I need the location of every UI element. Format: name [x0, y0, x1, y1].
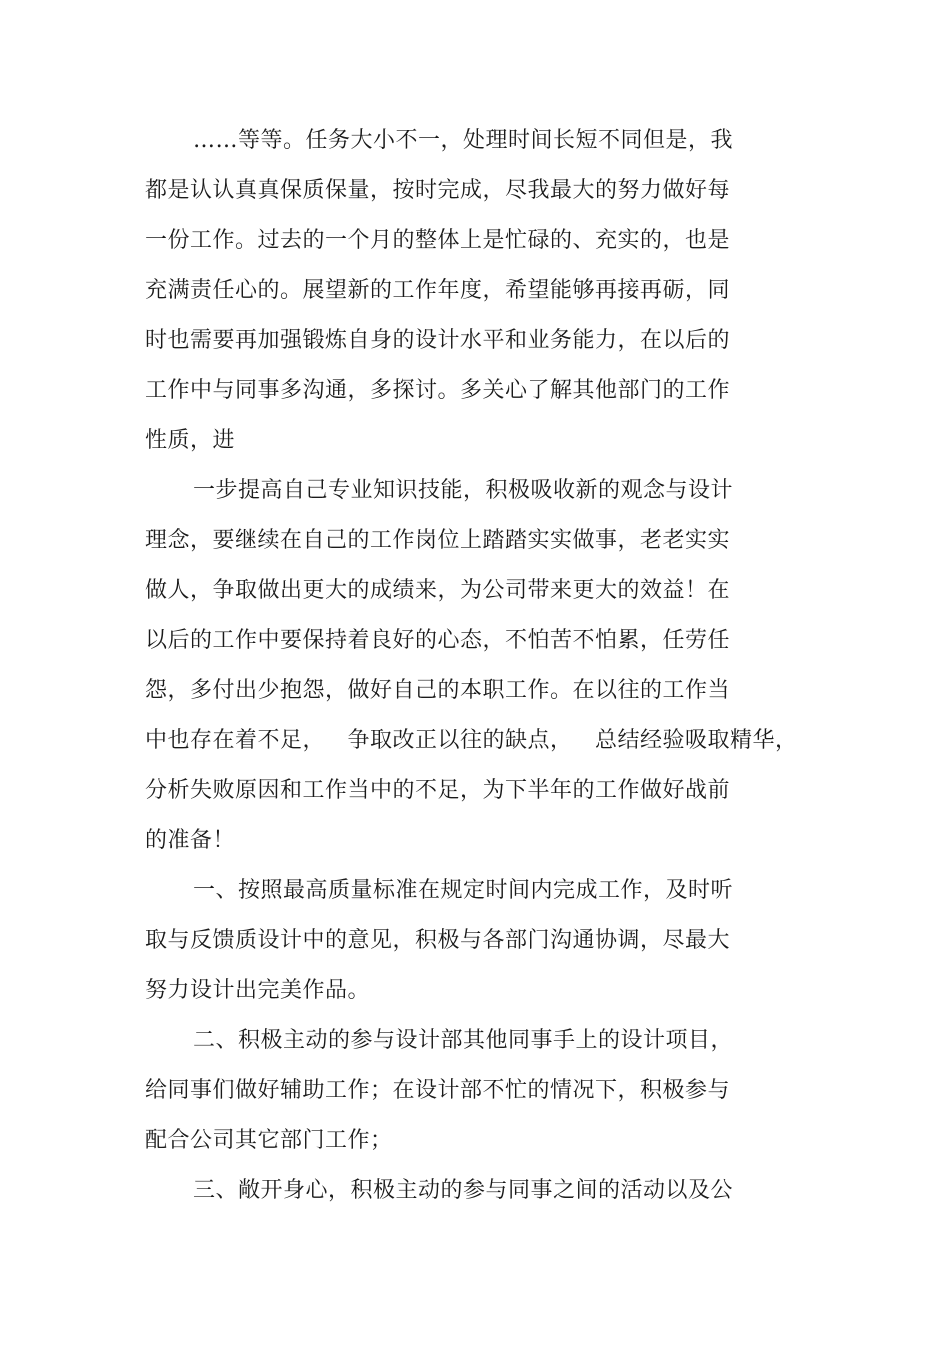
text-line: 以后的工作中要保持着良好的心态，不怕苦不怕累，任劳任 [145, 628, 731, 653]
text-line: 时也需要再加强锻炼自身的设计水平和业务能力，在以后的 [145, 328, 731, 353]
text-line: 充满责任心的。展望新的工作年度，希望能够再接再砺，同 [145, 278, 731, 303]
text-line: 一份工作。过去的一个月的整体上是忙碌的、充实的，也是 [145, 228, 731, 253]
text-line: 给同事们做好辅助工作；在设计部不忙的情况下，积极参与 [145, 1078, 731, 1103]
text-line: 一、按照最高质量标准在规定时间内完成工作，及时听 [193, 878, 734, 903]
text-line: 都是认认真真保质保量，按时完成，尽我最大的努力做好每 [145, 178, 731, 203]
text-line: 三、敞开身心，积极主动的参与同事之间的活动以及公 [193, 1178, 734, 1203]
text-line: 做人，争取做出更大的成绩来，为公司带来更大的效益！在 [145, 578, 731, 603]
text-line: 性质，进 [145, 428, 236, 453]
text-line: 配合公司其它部门工作； [145, 1128, 393, 1153]
text-line: 工作中与同事多沟通，多探讨。多关心了解其他部门的工作 [145, 378, 731, 403]
text-line: 的准备！ [145, 828, 236, 853]
text-line: 取与反馈质设计中的意见，积极与各部门沟通协调，尽最大 [145, 928, 731, 953]
text-line: 怨，多付出少抱怨，做好自己的本职工作。在以往的工作当 [145, 678, 731, 703]
text-line: 一步提高自己专业知识技能，积极吸收新的观念与设计 [193, 478, 734, 503]
text-line: 努力设计出完美作品。 [145, 978, 371, 1003]
text-line: 二、积极主动的参与设计部其他同事手上的设计项目， [193, 1028, 734, 1053]
text-line: 中也存在着不足， 争取改正以往的缺点， 总结经验吸取精华， [145, 728, 798, 753]
text-line: ……等等。任务大小不一，处理时间长短不同但是，我 [193, 128, 734, 153]
text-line: 分析失败原因和工作当中的不足，为下半年的工作做好战前 [145, 778, 731, 803]
text-line: 理念，要继续在自己的工作岗位上踏踏实实做事，老老实实 [145, 528, 731, 553]
